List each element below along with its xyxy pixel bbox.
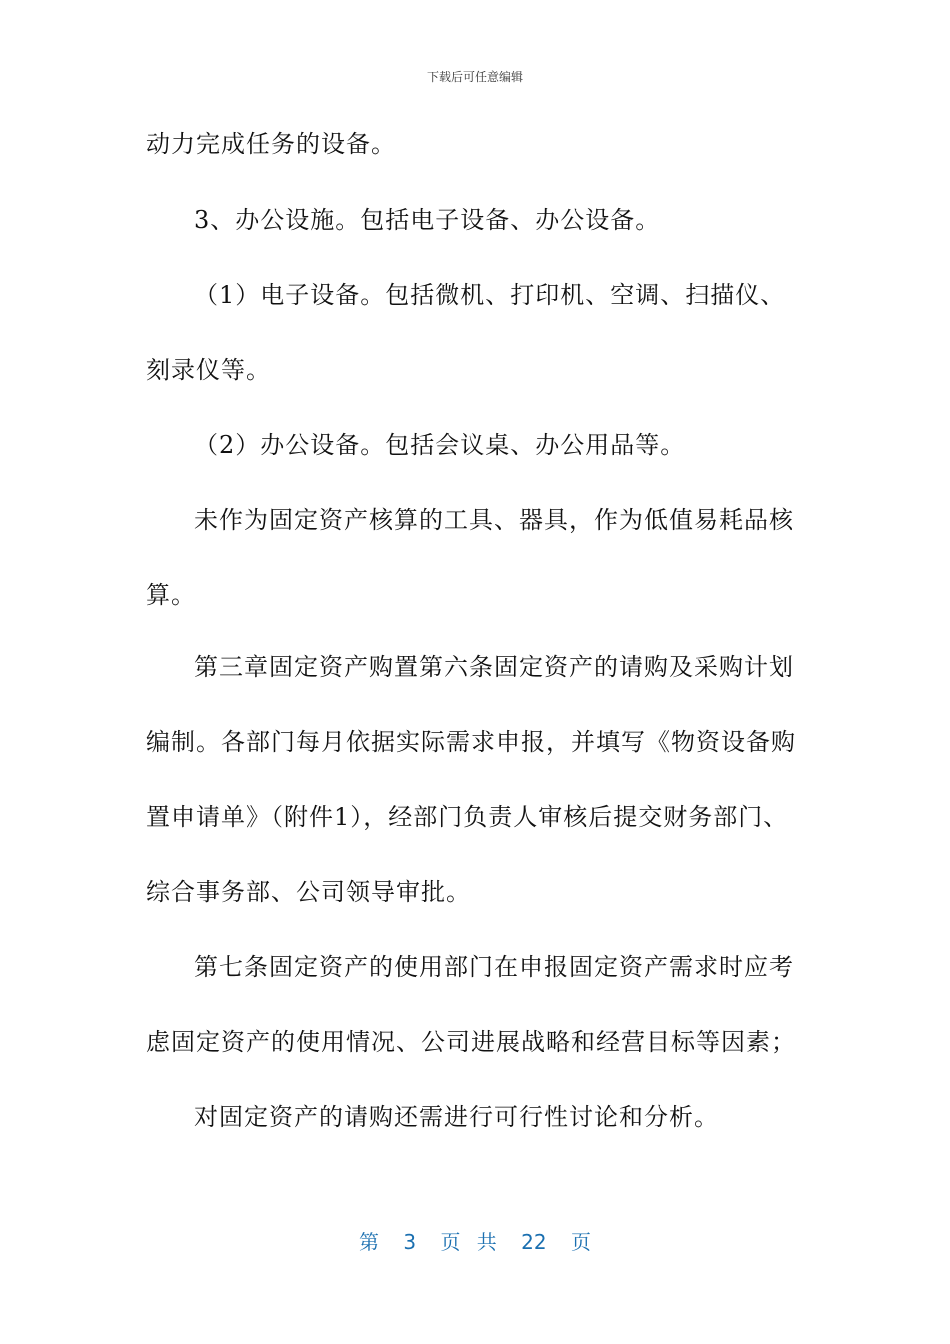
- footer-suffix: 页: [570, 1230, 591, 1254]
- paragraph-5: 未作为固定资产核算的工具、器具，作为低值易耗品核算。: [146, 506, 794, 609]
- paragraph-6: 第三章固定资产购置第六条固定资产的请购及采购计划编制。各部门每月依据实际需求申报，并填写《物资设备购置申请单》（附件1），经部门负责人审核后提交财务部门、综合事务部、公司领导审批。: [146, 653, 796, 906]
- footer-page-number: 3: [403, 1230, 417, 1254]
- footer-prefix: 第: [359, 1230, 379, 1254]
- paragraph-2: 3、办公设施。包括电子设备、办公设备。: [194, 206, 661, 234]
- page-header: 下载后可任意编辑: [426, 70, 523, 84]
- paragraph-7: 第七条固定资产的使用部门在申报固定资产需求时应考虑固定资产的使用情况、公司进展战略和经营目标等因素；: [146, 953, 796, 1056]
- page-footer: [0, 1226, 950, 1255]
- paragraph-8: 对固定资产的请购还需进行可行性讨论和分析。: [194, 1103, 719, 1131]
- paragraph-1: 动力完成任务的设备。: [146, 130, 396, 158]
- paragraph-3: （1）电子设备。包括微机、打印机、空调、扫描仪、刻录仪等。: [146, 281, 786, 384]
- footer-total-pages: 22: [521, 1230, 547, 1254]
- footer-middle: 页 共: [440, 1230, 497, 1254]
- paragraph-4: （2）办公设备。包括会议桌、办公用品等。: [194, 431, 686, 459]
